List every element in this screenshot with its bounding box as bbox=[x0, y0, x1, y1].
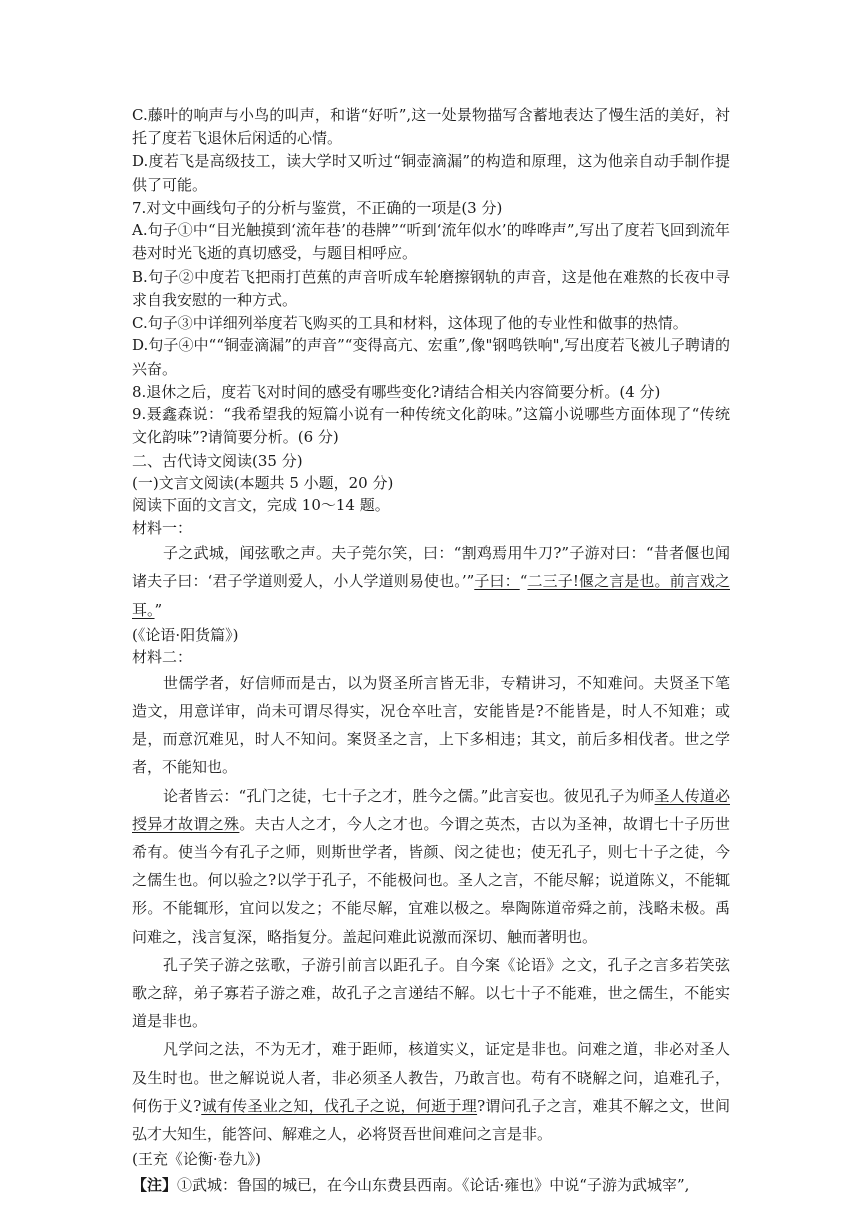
paragraph-4-start: 凡学问之法，不为无才，难于距师，核道实义，证定是非也。问难之道，非必对圣人及生时也。世之解说说人者，非必须圣人教告，乃敢言也。苟有不晓解之问，追难孔子，何伤于义? bbox=[132, 1040, 730, 1115]
section-title: 二、古代诗文阅读(35 分) bbox=[132, 451, 303, 470]
paragraph-4-rest: ?谓问孔子之言，难其不解之文，世间弘才大知生，能答问、解难之人，必将贤吾世间难问之言是非。 bbox=[132, 1096, 730, 1143]
footnote bbox=[132, 1171, 730, 1199]
question-7-stem: 7.对文中画线句子的分析与鉴赏，不正确的一项是(3 分) bbox=[132, 198, 503, 217]
document-body bbox=[132, 104, 730, 1199]
subsection-title: (一)文言文阅读(本题共 5 小题，20 分) bbox=[132, 474, 394, 493]
material-2-label: 材料二： bbox=[132, 648, 193, 667]
material-1-source: (《论语·阳货篇》) bbox=[132, 625, 239, 644]
material-1-label: 材料一： bbox=[132, 518, 193, 537]
underlined-sentence-2: 二三子!偃之言是也。前言戏之耳。 bbox=[132, 572, 730, 619]
material-2-paragraph-1: 世儒学者，好信师而是古，以为贤圣所言皆无非，专精讲习，不知难问。夫贤圣下笔造文，用意详审，尚未可谓尽得实，况仓卒吐言，安能皆是?不能皆是，时人不知难；或是，而意沉难见，时人不知问。案贤圣之言，上下多相违；其文，前后多相伐者。世之学者，不能知也。 bbox=[132, 673, 730, 777]
reading-instruction: 阅读下面的文言文，完成 10～14 题。 bbox=[132, 496, 390, 515]
paragraph-2-rest: 。夫古人之才，今人之才也。今谓之英杰，古以为圣神，故谓七十子历世希有。使当今有孔子之师，则斯世学者，皆颜、闵之徒也；使无孔子，则七十子之徒，今之儒生也。何以验之?以学于孔子，不能极问也。圣人之言，不能尽解；说道陈义，不能辄形。不能辄形，宜问以发之；不能尽解，宜难以极之。皋陶陈道帝舜之前，浅略未极。禹问难之，浅言复深，略指复分。盖起问难此说激而深切、触而著明也。 bbox=[132, 814, 730, 946]
underlined-sentence-4: 诚有传圣业之知，伐孔子之说，何逝于理 bbox=[201, 1096, 478, 1115]
quote-open: “ bbox=[519, 572, 528, 591]
material-2-paragraph-3: 孔子笑子游之弦歌，子游引前言以距孔子。自今案《论语》之文，孔子之言多若笑弦歌之辞，弟子寡若子游之难，故孔子之言递结不解。以七十子不能难，世之儒生，不能实道是非也。 bbox=[132, 955, 730, 1031]
quote-close: ” bbox=[154, 600, 163, 619]
option-d: D.度若飞是高级技工，读大学时又听过“铜壶滴漏”的构造和原理，这为他亲自动手制作提供了可能。 bbox=[132, 152, 730, 194]
question-7-option-c: C.句子③中详细列举度若飞购买的工具和材料，这体现了他的专业性和做事的热情。 bbox=[132, 314, 688, 333]
footnote-tag: 【注】 bbox=[132, 1175, 178, 1194]
question-7-option-a: A.句子①中“目光触摸到‘流年巷’的巷牌”“听到‘流年似水’的哗哗声”,写出了度若飞回到流年巷对时光飞逝的真切感受，与题目相呼应。 bbox=[132, 221, 730, 263]
question-7-option-b: B.句子②中度若飞把雨打芭蕉的声音听成车轮磨擦钢轨的声音，这是他在难熬的长夜中寻求自我安慰的一种方式。 bbox=[132, 267, 730, 309]
question-7-option-d: D.句子④中““铜壶滴漏”的声音”“变得高亢、宏重”,像"钢鸣铁响",写出度若飞被儿子聘请的兴奋。 bbox=[132, 336, 730, 378]
underlined-sentence-1: 子曰： bbox=[474, 572, 520, 591]
material-1-body: 子之武城，闻弦歌之声。夫子莞尔笑，曰：“割鸡焉用牛刀?”子游对曰：“昔者偃也闻诸夫子曰：‘君子学道则爱人，小人学道则易使也。’” bbox=[132, 544, 730, 591]
material-1-text bbox=[132, 539, 730, 624]
material-2-source: (王充《论衡·卷九》) bbox=[132, 1150, 261, 1169]
question-8: 8.退休之后，度若飞对时间的感受有哪些变化?请结合相关内容简要分析。(4 分) bbox=[132, 382, 661, 401]
material-2-paragraph-2 bbox=[132, 782, 730, 951]
option-c: C.藤叶的响声与小鸟的叫声，和谐“好听”,这一处景物描写含蓄地表达了慢生活的美好，衬托了度若飞退休后闲适的心情。 bbox=[132, 106, 730, 148]
paragraph-2-start: 论者皆云：“孔门之徒，七十子之才，胜今之儒。”此言妄也。彼见孔子为师 bbox=[163, 786, 655, 805]
footnote-text: ①武城：鲁国的城已，在今山东费县西南。《论话·雍也》中说“子游为武城宰”, bbox=[177, 1175, 690, 1194]
underlined-sentence-3: 圣人传道必授异才故谓之殊 bbox=[132, 786, 730, 833]
question-9: 9.聂鑫森说：“我希望我的短篇小说有一种传统文化韵味。”这篇小说哪些方面体现了“传统文化韵味”?请简要分析。(6 分) bbox=[132, 405, 730, 447]
material-2-paragraph-4 bbox=[132, 1035, 730, 1148]
